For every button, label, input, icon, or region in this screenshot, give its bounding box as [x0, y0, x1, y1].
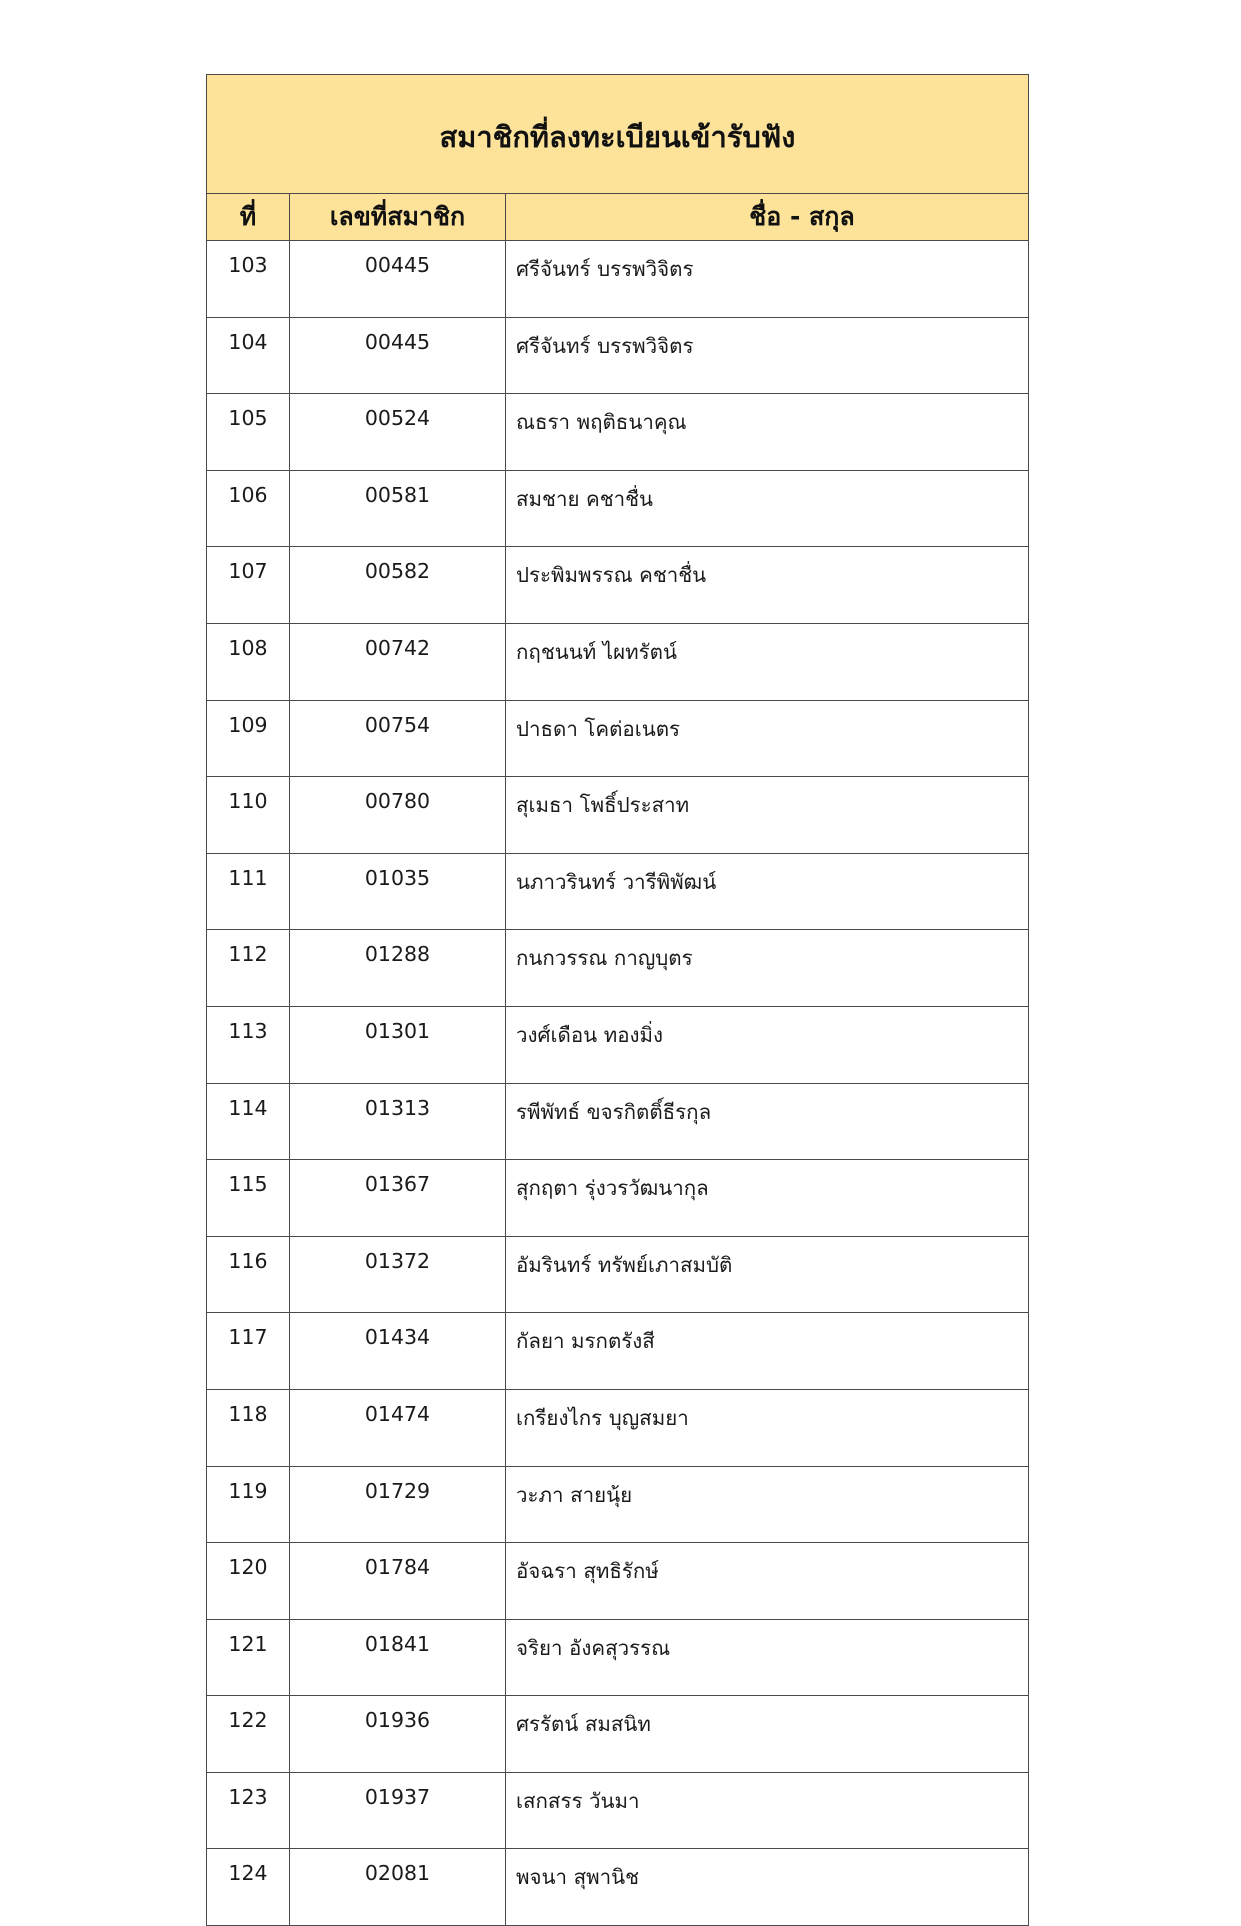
row-number: 111	[207, 853, 290, 930]
table-row	[207, 394, 1029, 471]
row-number: 123	[207, 1772, 290, 1849]
row-number: 106	[207, 470, 290, 547]
member-name-cell: ศรรัตน์ สมสนิท	[506, 1696, 1029, 1773]
table-row	[207, 470, 1029, 547]
table-row	[207, 1543, 1029, 1620]
row-number: 103	[207, 241, 290, 318]
member-id-cell: 00445	[290, 317, 506, 394]
table-row	[207, 777, 1029, 854]
member-name-cell: รพีพัทธ์ ขจรกิตติ์ธีรกุล	[506, 1083, 1029, 1160]
row-number: 108	[207, 623, 290, 700]
member-name-cell: สุเมธา โพธิ์ประสาท	[506, 777, 1029, 854]
member-id-cell: 02081	[290, 1849, 506, 1926]
member-table-sheet	[206, 74, 1028, 1926]
table-row	[207, 1696, 1029, 1773]
member-id-cell: 00445	[290, 241, 506, 318]
member-name-cell: ศรีจันทร์ บรรพวิจิตร	[506, 241, 1029, 318]
member-id-cell: 01288	[290, 930, 506, 1007]
member-name-cell: สุกฤตา รุ่งวรวัฒนากุล	[506, 1160, 1029, 1237]
table-row	[207, 700, 1029, 777]
member-id-cell: 01367	[290, 1160, 506, 1237]
member-name-cell: ศรีจันทร์ บรรพวิจิตร	[506, 317, 1029, 394]
member-name-cell: วงศ์เดือน ทองมิ่ง	[506, 1006, 1029, 1083]
member-id-cell: 00524	[290, 394, 506, 471]
row-number: 112	[207, 930, 290, 1007]
row-number: 109	[207, 700, 290, 777]
table-row	[207, 930, 1029, 1007]
member-id-cell: 01434	[290, 1313, 506, 1390]
member-name-cell: พจนา สุพานิช	[506, 1849, 1029, 1926]
row-number: 119	[207, 1466, 290, 1543]
member-id-cell: 01313	[290, 1083, 506, 1160]
table-row	[207, 1772, 1029, 1849]
table-row	[207, 1236, 1029, 1313]
member-name-cell: อัจฉรา สุทธิรักษ์	[506, 1543, 1029, 1620]
row-number: 104	[207, 317, 290, 394]
row-number: 114	[207, 1083, 290, 1160]
table-row	[207, 317, 1029, 394]
member-id-cell: 01729	[290, 1466, 506, 1543]
table-row	[207, 623, 1029, 700]
header-no: ที่	[207, 194, 290, 241]
member-name-cell: นภาวรินทร์ วารีพิพัฒน์	[506, 853, 1029, 930]
member-id-cell: 01372	[290, 1236, 506, 1313]
member-name-cell: กฤชนนท์ ไผทรัตน์	[506, 623, 1029, 700]
member-name-cell: ประพิมพรรณ คชาชื่น	[506, 547, 1029, 624]
member-name-cell: ณธรา พฤติธนาคุณ	[506, 394, 1029, 471]
member-name-cell: กนกวรรณ กาญบุตร	[506, 930, 1029, 1007]
row-number: 122	[207, 1696, 290, 1773]
member-id-cell: 01937	[290, 1772, 506, 1849]
table-body	[207, 241, 1029, 1926]
header-name: ชื่อ - สกุล	[506, 194, 1029, 241]
row-number: 120	[207, 1543, 290, 1620]
table-row	[207, 1619, 1029, 1696]
member-id-cell: 00742	[290, 623, 506, 700]
table-row	[207, 1313, 1029, 1390]
member-id-cell: 01035	[290, 853, 506, 930]
member-name-cell: ปาธดา โคต่อเนตร	[506, 700, 1029, 777]
member-id-cell: 00582	[290, 547, 506, 624]
row-number: 107	[207, 547, 290, 624]
member-id-cell: 00754	[290, 700, 506, 777]
table-row	[207, 1083, 1029, 1160]
member-name-cell: เสกสรร วันมา	[506, 1772, 1029, 1849]
row-number: 116	[207, 1236, 290, 1313]
row-number: 124	[207, 1849, 290, 1926]
row-number: 115	[207, 1160, 290, 1237]
member-name-cell: จริยา อังคสุวรรณ	[506, 1619, 1029, 1696]
column-header-row	[207, 194, 1029, 241]
table-row	[207, 1849, 1029, 1926]
table-row	[207, 1466, 1029, 1543]
member-id-cell: 01474	[290, 1389, 506, 1466]
member-id-cell: 01784	[290, 1543, 506, 1620]
member-name-cell: วะภา สายนุ้ย	[506, 1466, 1029, 1543]
member-id-cell: 01936	[290, 1696, 506, 1773]
title-row	[207, 75, 1029, 194]
row-number: 113	[207, 1006, 290, 1083]
table-row	[207, 1006, 1029, 1083]
member-id-cell: 01301	[290, 1006, 506, 1083]
table-row	[207, 241, 1029, 318]
row-number: 117	[207, 1313, 290, 1390]
row-number: 105	[207, 394, 290, 471]
table-row	[207, 547, 1029, 624]
table-title: สมาชิกที่ลงทะเบียนเข้ารับฟัง	[207, 75, 1029, 194]
table-row	[207, 1160, 1029, 1237]
header-member-id: เลขที่สมาชิก	[290, 194, 506, 241]
table-row	[207, 853, 1029, 930]
member-name-cell: เกรียงไกร บุญสมยา	[506, 1389, 1029, 1466]
member-id-cell: 00581	[290, 470, 506, 547]
member-name-cell: สมชาย คชาชื่น	[506, 470, 1029, 547]
registered-members-table	[206, 74, 1029, 1926]
row-number: 121	[207, 1619, 290, 1696]
row-number: 118	[207, 1389, 290, 1466]
member-name-cell: อัมรินทร์ ทรัพย์เภาสมบัติ	[506, 1236, 1029, 1313]
table-row	[207, 1389, 1029, 1466]
member-name-cell: กัลยา มรกตรังสี	[506, 1313, 1029, 1390]
member-id-cell: 01841	[290, 1619, 506, 1696]
member-id-cell: 00780	[290, 777, 506, 854]
row-number: 110	[207, 777, 290, 854]
